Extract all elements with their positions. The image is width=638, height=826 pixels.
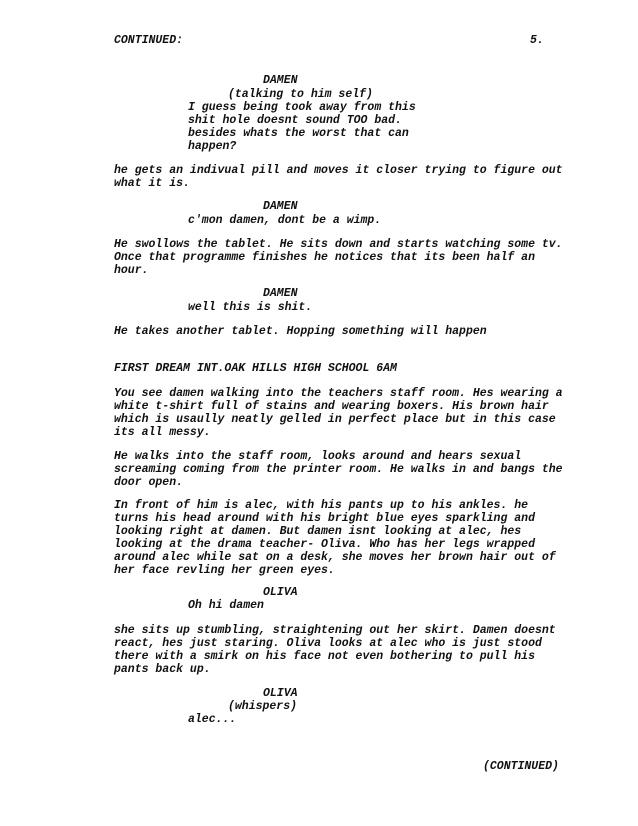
character-name: OLIVA bbox=[263, 586, 298, 599]
action-paragraph: He takes another tablet. Hopping something will happen bbox=[114, 325, 487, 338]
continued-header: CONTINUED: bbox=[114, 34, 184, 47]
action-paragraph: In front of him is alec, with his pants up to his ankles. he turns his head around with his bright blue eyes sparkling and looking right at damen. But damen isnt looking at alec, hes looking at the drama teacher- Oliva. Who has her legs wrapped around alec while sat on a desk, she moves her brown hair out of her face revling her green eyes. bbox=[114, 499, 556, 577]
action-paragraph: He walks into the staff room, looks around and hears sexual screaming coming from the printer room. He walks in and bangs the door open. bbox=[114, 450, 563, 489]
continued-footer: (CONTINUED) bbox=[483, 760, 559, 773]
dialogue-line: I guess being took away from this shit hole doesnt sound TOO bad. besides whats the worst that can happen? bbox=[188, 101, 416, 153]
character-name: DAMEN bbox=[263, 200, 298, 213]
dialogue-line: alec... bbox=[188, 713, 237, 726]
action-paragraph: He swollows the tablet. He sits down and starts watching some tv. Once that programme finishes he notices that its been half an hour. bbox=[114, 238, 563, 277]
character-name: DAMEN bbox=[263, 74, 298, 87]
action-paragraph: You see damen walking into the teachers staff room. Hes wearing a white t-shirt full of stains and wearing boxers. His brown hair which is usaully neatly gelled in perfect place but in this case its all messy. bbox=[114, 387, 563, 439]
character-name: DAMEN bbox=[263, 287, 298, 300]
action-paragraph: FIRST DREAM INT.OAK HILLS HIGH SCHOOL 6AM bbox=[114, 362, 397, 375]
action-paragraph: she sits up stumbling, straightening out her skirt. Damen doesnt react, hes just staring. Oliva looks at alec who is just stood there with a smirk on his face not even bothering to pull his pants back up. bbox=[114, 624, 556, 676]
page-number: 5. bbox=[530, 34, 544, 47]
parenthetical: (talking to him self) bbox=[228, 88, 373, 101]
dialogue-line: well this is shit. bbox=[188, 301, 313, 314]
dialogue-line: Oh hi damen bbox=[188, 599, 264, 612]
parenthetical: (whispers) bbox=[228, 700, 298, 713]
character-name: OLIVA bbox=[263, 687, 298, 700]
dialogue-line: c'mon damen, dont be a wimp. bbox=[188, 214, 382, 227]
action-paragraph: he gets an indivual pill and moves it closer trying to figure out what it is. bbox=[114, 164, 563, 190]
